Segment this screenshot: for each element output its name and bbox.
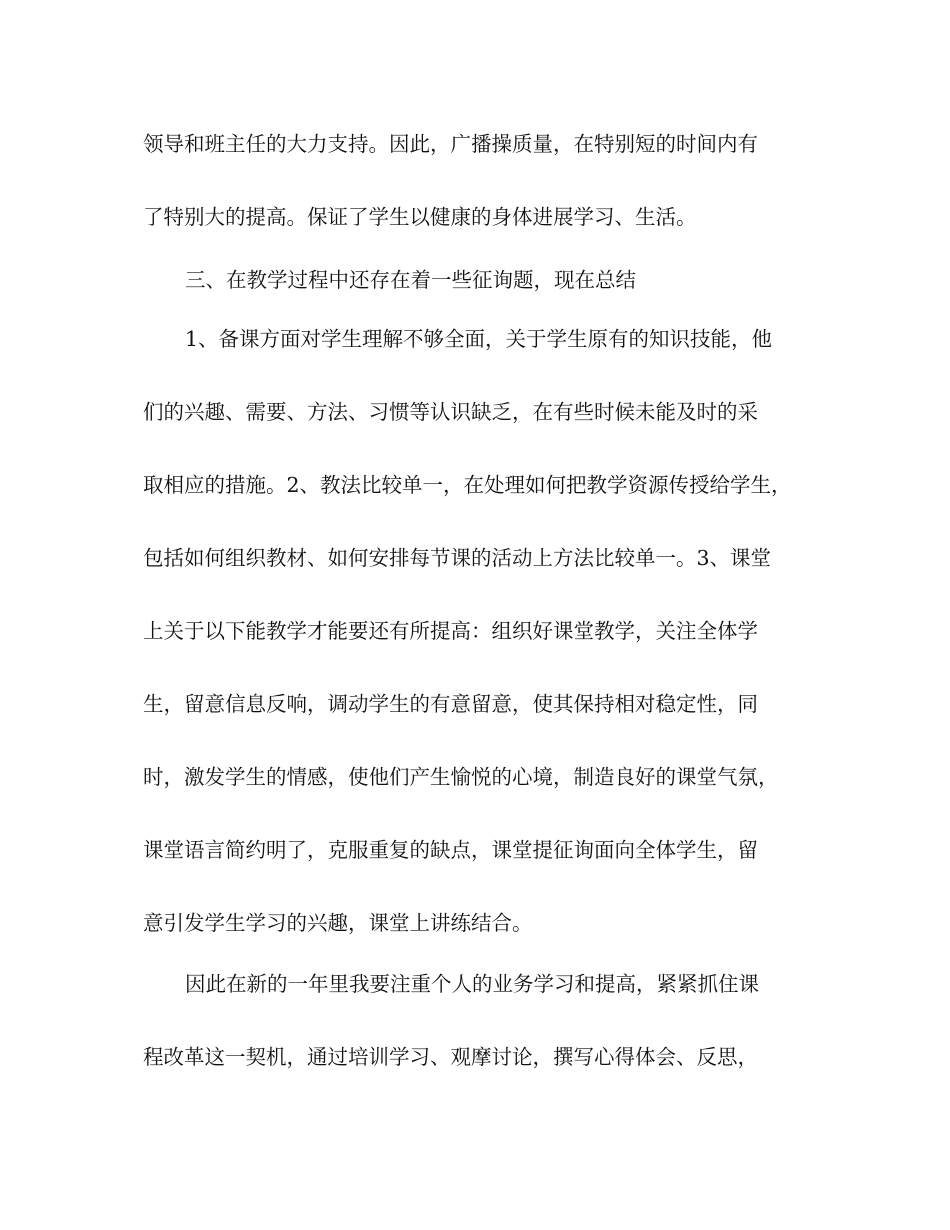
paragraph-line: 们的兴趣、需要、方法、习惯等认识缺乏，在有些时候未能及时的采 <box>143 400 758 424</box>
paragraph-line: 包括如何组织教材、如何安排每节课的活动上方法比较单一。3、课堂 <box>143 546 772 570</box>
paragraph-line: 领导和班主任的大力支持。因此，广播操质量，在特别短的时间内有 <box>143 132 758 156</box>
paragraph-line: 时，激发学生的情感，使他们产生愉悦的心境，制造良好的课堂气氛， <box>143 765 779 789</box>
paragraph-line: 上关于以下能教学才能要还有所提高：组织好课堂教学，关注全体学 <box>143 619 758 643</box>
paragraph-line: 因此在新的一年里我要注重个人的业务学习和提高，紧紧抓住课 <box>185 972 759 996</box>
paragraph-line: 1、备课方面对学生理解不够全面，关于学生原有的知识技能，他 <box>185 327 773 351</box>
paragraph-line: 生，留意信息反响，调动学生的有意留意，使其保持相对稳定性，同 <box>143 692 758 716</box>
paragraph-line: 取相应的措施。2、教法比较单一，在处理如何把教学资源传授给学生， <box>143 473 792 497</box>
paragraph-line: 了特别大的提高。保证了学生以健康的身体进展学习、生活。 <box>143 205 697 229</box>
paragraph-line: 意引发学生学习的兴趣，课堂上讲练结合。 <box>143 911 533 935</box>
paragraph-line: 程改革这一契机，通过培训学习、观摩讨论，撰写心得体会、反思， <box>143 1045 758 1069</box>
paragraph-line: 课堂语言简约明了，克服重复的缺点，课堂提征询面向全体学生，留 <box>143 838 758 862</box>
section-heading: 三、在教学过程中还存在着一些征询题，现在总结 <box>185 268 636 292</box>
